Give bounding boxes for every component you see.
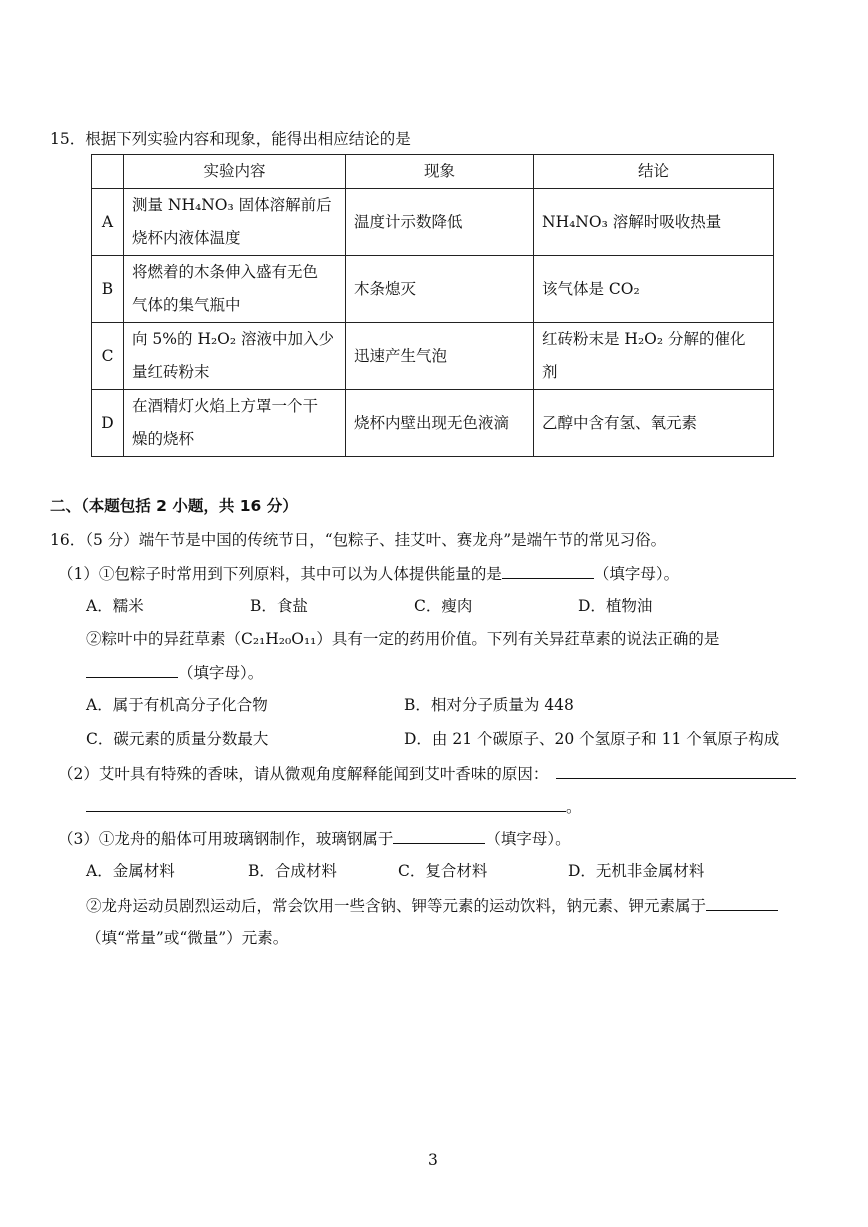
row-phenomenon: 迅速产生气泡: [346, 323, 534, 390]
row-label: D: [92, 390, 124, 457]
q15-stem: 15．根据下列实验内容和现象，能得出相应结论的是: [50, 130, 411, 148]
answer-blank[interactable]: [86, 796, 566, 812]
option-b: B．食盐: [250, 597, 308, 615]
q16-p3-1: （3）①龙舟的船体可用玻璃钢制作，玻璃钢属于 （填字母）。: [58, 830, 571, 848]
q16-p2: （2）艾叶具有特殊的香味，请从微观角度解释能闻到艾叶香味的原因：: [58, 763, 796, 784]
row-conclusion: 红砖粉末是 H₂O₂ 分解的催化 剂: [534, 323, 774, 390]
row-phenomenon: 温度计示数降低: [346, 189, 534, 256]
option-b: B．合成材料: [248, 862, 337, 880]
q16-stem: 16．（5 分）端午节是中国的传统节日，“包粽子、挂艾叶、赛龙舟”是端午节的常见习俗。: [50, 531, 667, 549]
option-d: D．植物油: [578, 597, 653, 615]
row-conclusion: 乙醇中含有氢、氧元素: [534, 390, 774, 457]
experiment-table: [91, 154, 774, 457]
q16-p3-2: ②龙舟运动员剧烈运动后，常会饮用一些含钠、钾等元素的运动饮料，钠元素、钾元素属于: [86, 895, 778, 916]
header-conclusion: 结论: [534, 155, 774, 189]
answer-blank[interactable]: [502, 563, 594, 579]
option-a: A．糯米: [86, 597, 144, 615]
option-c: C．碳元素的质量分数最大: [86, 730, 269, 748]
page-number: 3: [428, 1151, 438, 1169]
q16-p3-2-cont: （填“常量”或“微量”）元素。: [86, 929, 289, 947]
table-header-row: [92, 155, 774, 189]
option-a: A．属于有机高分子化合物: [86, 696, 268, 714]
option-a: A．金属材料: [86, 862, 175, 880]
answer-blank[interactable]: [86, 662, 178, 678]
header-content: 实验内容: [124, 155, 346, 189]
table-row: [92, 323, 774, 390]
answer-blank[interactable]: [556, 763, 796, 779]
table-row: [92, 390, 774, 457]
row-content: 将燃着的木条伸入盛有无色 气体的集气瓶中: [124, 256, 346, 323]
table-row: [92, 256, 774, 323]
table-row: [92, 189, 774, 256]
q16-p2-cont: 。: [86, 796, 582, 817]
row-content: 在酒精灯火焰上方罩一个干 燥的烧杯: [124, 390, 346, 457]
answer-blank[interactable]: [393, 828, 485, 844]
row-label: C: [92, 323, 124, 390]
q16-p1-1: （1）①包粽子时常用到下列原料，其中可以为人体提供能量的是 （填字母）。: [58, 565, 680, 583]
header-empty: [92, 155, 124, 189]
option-c: C．瘦肉: [414, 597, 473, 615]
header-phenomenon: 现象: [346, 155, 534, 189]
answer-blank[interactable]: [706, 895, 778, 911]
row-content: 向 5%的 H₂O₂ 溶液中加入少 量红砖粉末: [124, 323, 346, 390]
row-content: 测量 NH₄NO₃ 固体溶解前后 烧杯内液体温度: [124, 189, 346, 256]
row-label: B: [92, 256, 124, 323]
option-c: C．复合材料: [398, 862, 488, 880]
row-conclusion: 该气体是 CO₂: [534, 256, 774, 323]
section-title: 二、（本题包括 2 小题，共 16 分）: [50, 497, 298, 515]
row-phenomenon: 烧杯内壁出现无色液滴: [346, 390, 534, 457]
row-conclusion: NH₄NO₃ 溶解时吸收热量: [534, 189, 774, 256]
row-phenomenon: 木条熄灭: [346, 256, 534, 323]
option-d: D．无机非金属材料: [568, 862, 705, 880]
option-b: B．相对分子质量为 448: [404, 696, 574, 714]
q16-p1-2: ②粽叶中的异荭草素（C₂₁H₂₀O₁₁）具有一定的药用价值。下列有关异荭草素的说法正确的是: [86, 630, 720, 648]
q16-p1-2-cont: （填字母）。: [86, 662, 263, 683]
option-d: D．由 21 个碳原子、20 个氢原子和 11 个氧原子构成: [404, 730, 780, 748]
row-label: A: [92, 189, 124, 256]
